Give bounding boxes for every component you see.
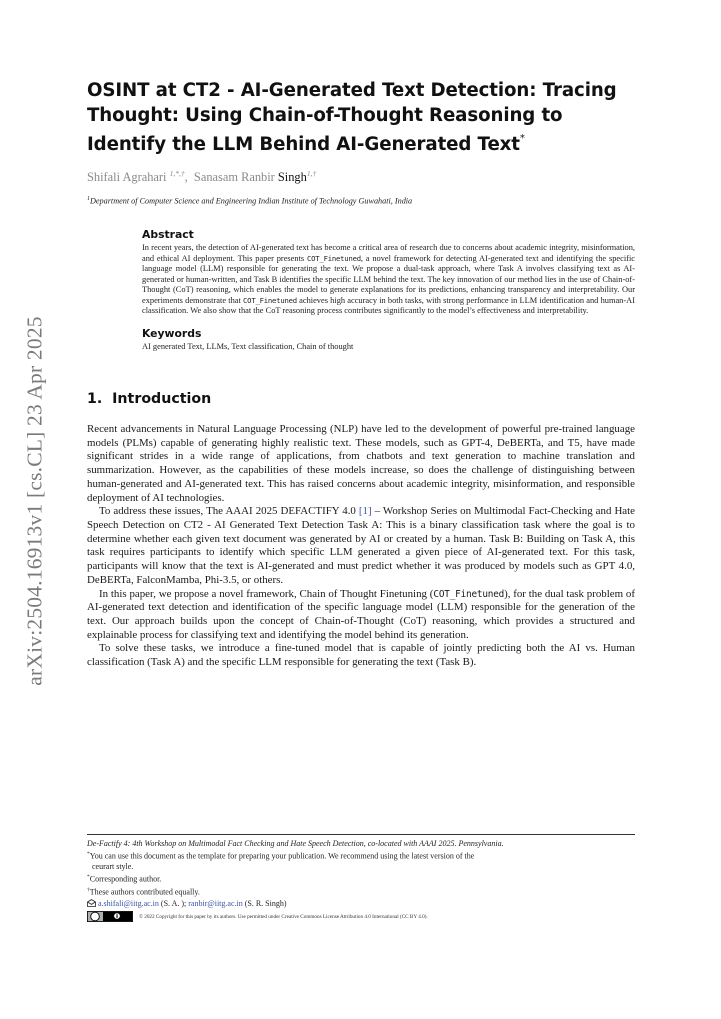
paragraph (87, 588, 635, 643)
method-name-code: COT_Finetuned (243, 295, 297, 305)
author-marks: 1,*,† (169, 169, 185, 179)
contact-text: (S. R. Singh) (242, 898, 287, 908)
method-name-code: COT_Finetuned (306, 253, 361, 263)
abstract-part: achieves high accuracy in both tasks, with strong performance in LLM identification and human-AI classification. We also show that the CoT reasoning process contributes significantly to the model’s effectiveness and interpretability. (142, 295, 635, 316)
author-given-name: Shifali Agrahari (87, 170, 167, 185)
email-link[interactable]: ranbir@iitg.ac.in (188, 898, 243, 908)
creative-commons-badge-icon (87, 911, 133, 922)
footnotes (87, 834, 635, 922)
arxiv-identifier-text: arXiv:2504.16913v1 [cs.CL] 23 Apr 2025 (22, 315, 47, 686)
paper-title (87, 78, 635, 157)
footnote-mark: * (87, 874, 90, 881)
footnote-text: Corresponding author. (89, 874, 162, 884)
author-marks: 1,† (306, 169, 317, 179)
paragraph-part: ), for the dual task problem of AI-generated text detection and identification of the specific language model (LLM) responsible for the generation of the text. Our approach builds upon the concept of Chain-of-Thought (CoT) reasoning, which provides a structured and explainable process for classifying text and identifying the model behind its generation. (87, 587, 635, 641)
footnote-template (87, 849, 635, 872)
section-number: 1. (87, 391, 103, 408)
footnote-mark: * (87, 851, 90, 857)
author-given-name: Sanasam Ranbir (193, 170, 275, 185)
author-separator: , (184, 170, 188, 185)
author-list (87, 169, 635, 185)
contact-text: (S. A. ); (158, 898, 189, 908)
paragraph: To solve these tasks, we introduce a fine-tuned model that is capable of jointly predicting both the AI vs. Human classification (Task A) and the specific LLM responsible for generating the text (Task B). (87, 642, 635, 669)
affiliation-text: Department of Computer Science and Engineering Indian Institute of Technology Guwahati, India (90, 196, 413, 206)
footnote-text: These authors contributed equally. (89, 887, 200, 897)
footnote-text: You can use this document as the template for preparing your publication. We recommend using the latest version of the (89, 851, 475, 861)
citation-link[interactable]: [1] (358, 505, 372, 518)
paragraph (87, 505, 635, 587)
abstract-part: , a novel framework for detecting AI-generated text and identifying the specific language model (LLM) responsible for generating the text. We propose a dual-task approach, where Task A involves classifying text as AI-generated or human-written, and Task B identifies the specific LLM behind the text. The key innovation of our method lies in the use of Chain-of-Thought (CoT) reasoning, which enables the model to generate explanations for its predictions, enhancing transparency and interpretability. Our experiments demonstrate that (142, 253, 635, 305)
paragraph: Recent advancements in Natural Language Processing (NLP) have led to the development of powerful pre-trained language models (PLMs) capable of generating highly realistic text. These models, such as GPT-4, DeBERTa, and T5, have made significant strides in a wide range of applications, from chatbots and text generation to machine translation and summarization. However, as the capabilities of these models increase, so does the challenge of distinguishing between human-generated and AI-generated text. This has raised concerns about academic integrity, misinformation, and responsible deployment of AI technologies. (87, 423, 635, 504)
keywords-text: AI generated Text, LLMs, Text classification, Chain of thought (142, 342, 354, 352)
email-link[interactable]: a.shifali@iitg.ac.in (98, 898, 159, 908)
paragraph-part: In this paper, we propose a novel framework, Chain of Thought Finetuning ( (99, 587, 434, 600)
paragraph-part: To address these issues, The AAAI 2025 DEFACTIFY 4.0 (99, 505, 359, 518)
contact-line (87, 899, 635, 910)
affiliation (87, 196, 635, 206)
arxiv-identifier (18, 315, 52, 686)
email-icon (87, 899, 96, 907)
keywords-heading: Keywords (142, 327, 202, 341)
footnote-corresponding (87, 872, 635, 885)
abstract-part: In recent years, the detection of AI-generated text has become a critical area of research due to concerns about academic integrity, misinformation, and ethical AI deployment. This paper presents (142, 242, 635, 263)
paper-title-text: OSINT at CT2 - AI-Generated Text Detection: Tracing Thought: Using Chain-of-Thought Reasoning to Identify the LLM Behind AI-Generated Text (87, 80, 617, 156)
footnote-equal-contribution (87, 885, 635, 898)
section-heading (87, 391, 635, 407)
author-surname: Singh (277, 170, 307, 185)
abstract-heading: Abstract (142, 227, 194, 241)
venue-note: De-Factify 4: 4th Workshop on Multimodal Fact Checking and Hate Speech Detection, co-located with AAAI 2025. Pennsylvania. (87, 839, 504, 848)
footnote-mark: † (87, 886, 90, 893)
paper-page (87, 78, 635, 670)
title-footnote-mark: * (519, 133, 525, 144)
section-title: Introduction (112, 391, 212, 408)
method-name-code: COT_Finetuned (433, 588, 505, 600)
abstract-text (142, 243, 635, 317)
paragraph-part: – Workshop Series on Multimodal Fact-Checking and Hate Speech Detection on CT2 - AI Generated Text Detection Task A: This is a binary classification task where the goal is to determine whether each given text document was generated by AI or created by a human. Task B: Building on Task A, this task requires participants to identify which specific LLM generated a given piece of AI-generated text. For this task, participants will know that the text is AI-generated and must predict whether it was produced by models such as GPT 4.0, DeBERTa, FalconMamba, Phi-3.5, or others. (87, 505, 635, 586)
introduction-body (87, 423, 635, 670)
affiliation-mark: 1 (87, 196, 90, 203)
license-text: © 2022 Copyright for this paper by its authors. Use permitted under Creative Commons License Attribution 4.0 International (CC BY 4.0). (139, 913, 428, 920)
license-row (87, 911, 635, 922)
abstract-section (142, 228, 635, 351)
footnote-text: ceurart style. (92, 861, 134, 871)
